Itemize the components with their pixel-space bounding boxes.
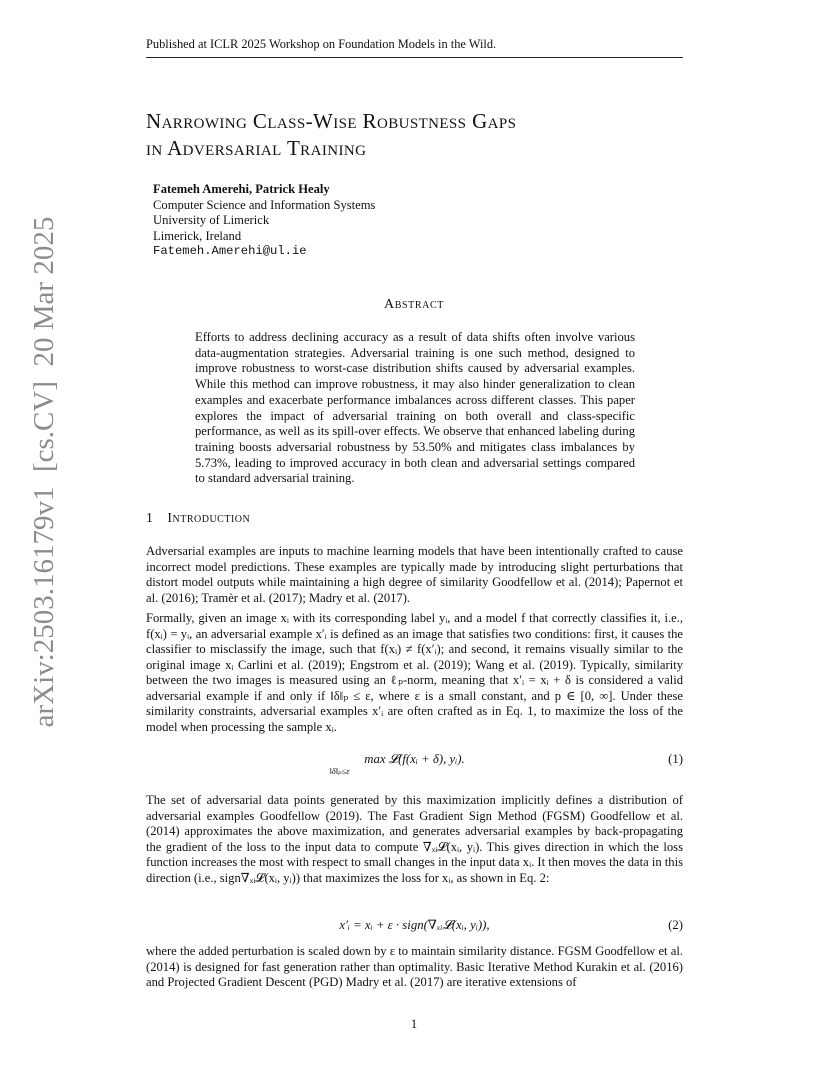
abstract-body: Efforts to address declining accuracy as a result of data shifts often involve various data-augmentation strategies. Adversarial training is one such method, designed to improve robustness to worst-case distribution shifts caused by adversarial examples. While this method can improve robustness, it may also hinder generalization to clean examples and exacerbate performance imbalances across different classes. This paper explores the impact of adversarial training on both overall and class-specific performance, as well as its spill-over effects. We observe that enhanced labeling during training boosts adversarial robustness by 53.50% and mitigates class imbalances by 5.73%, leading to improved accuracy in both clean and adversarial settings compared to standard adversarial training.	[195, 330, 635, 486]
section-number: 1	[146, 510, 154, 525]
intro-paragraph-3: The set of adversarial data points generated by this maximization implicitly defines a distribution of adversarial examples Goodfellow (2019). The Fast Gradient Sign Method (FGSM) Goodfellow et al. (2014) approximates the above maximization, and generates adversarial examples by back-propagating the gradient of the loss to the input data to compute ∇ₓᵢ𝓛(xᵢ, yᵢ). This gives direction in which the loss function increases the most with respect to small changes in the input data xᵢ. It then moves the data in this direction (i.e., sign∇ₓᵢ𝓛(xᵢ, yᵢ)) that maximizes the loss for xᵢ, as shown in Eq. 2:	[146, 793, 683, 885]
title-line-1: Narrowing Class-Wise Robustness Gaps	[146, 109, 517, 133]
equation-2-main: x′ᵢ = xᵢ + ε · sign(∇ₓᵢ𝓛(xᵢ, yᵢ)),	[339, 918, 490, 932]
equation-2	[146, 918, 683, 936]
paper-title	[146, 108, 686, 162]
equation-1-number: (1)	[668, 752, 683, 766]
intro-paragraph-4: where the added perturbation is scaled down by ε to maintain similarity distance. FGSM Goodfellow et al. (2014) is designed for fast generation rather than optimality. Basic Iterative Method Kurakin et al. (2016) and Projected Gradient Descent (PGD) Madry et al. (2017) are iterative extensions of	[146, 944, 683, 989]
equation-2-number: (2)	[668, 918, 683, 932]
intro-paragraph-1: Adversarial examples are inputs to machine learning models that have been intentionally crafted to cause incorrect model predictions. These examples are typically made by introducing slight perturbations that distort model outputs while maintaining a high degree of similarity Goodfellow et al. (2014); Papernot et al. (2016); Tramèr et al. (2017); Madry et al. (2017).	[146, 544, 683, 605]
section-title: Introduction	[167, 510, 251, 525]
equation-1-body	[146, 752, 683, 776]
author-university: University of Limerick	[153, 213, 270, 227]
running-header: Published at ICLR 2025 Workshop on Foundation Models in the Wild.	[146, 36, 683, 58]
abstract-heading: Abstract	[384, 297, 444, 312]
author-email[interactable]: Fatemeh.Amerehi@ul.ie	[153, 244, 307, 258]
arxiv-identifier: arXiv:2503.16179v1 [cs.CV] 20 Mar 2025	[28, 216, 60, 728]
author-block	[153, 182, 375, 260]
equation-1-subscript: ‖δ‖ₚ≤ε	[329, 766, 350, 776]
author-location: Limerick, Ireland	[153, 228, 242, 243]
intro-paragraph-2: Formally, given an image xᵢ with its corresponding label yᵢ, and a model f that correctly classifies it, i.e., f(xᵢ) = yᵢ, an adversarial example x′ᵢ is defined as an image that satisfies two conditions: first, it causes the classifier to misclassify the image, such that f(xᵢ) ≠ f(x′ᵢ); and second, it remains visually similar to the original image xᵢ Carlini et al. (2019); Engstrom et al. (2019); Wang et al. (2019). Typically, similarity between the two images is measured using an ℓₚ-norm, meaning that x′ᵢ = xᵢ + δ is considered a valid adversarial example if and only if ‖δ‖ₚ ≤ ε, where ε is a small constant, and p ∈ [0, ∞]. Under these similarity constraints, adversarial examples x′ᵢ are often crafted as in Eq. 1, to maximize the loss of the model when processing the sample xᵢ.	[146, 611, 683, 734]
equation-1	[146, 752, 683, 782]
equation-1-main: max 𝓛(f(xᵢ + δ), yᵢ).	[364, 752, 465, 766]
page-number: 1	[410, 1017, 418, 1031]
title-line-2: in Adversarial Training	[146, 136, 367, 160]
author-department: Computer Science and Information Systems	[153, 197, 376, 212]
section-heading	[146, 510, 250, 526]
author-names: Fatemeh Amerehi, Patrick Healy	[153, 182, 330, 196]
